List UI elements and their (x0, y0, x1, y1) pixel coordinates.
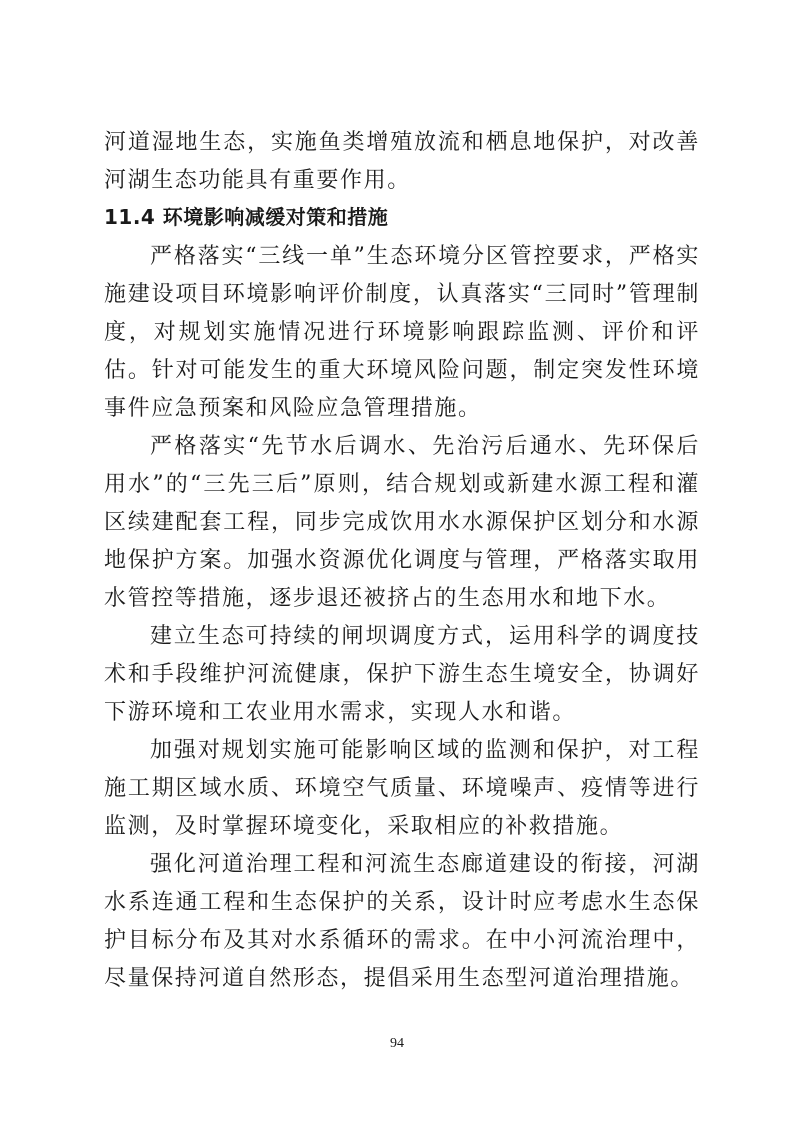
page-number: 94 (390, 1036, 404, 1051)
paragraph-water-resources: 严格落实“先节水后调水、先治污后通水、先环保后用水”的“三先三后”原则，结合规划或新建水源工程和灌区续建配套工程，同步完成饮用水水源保护区划分和水源地保护方案。加强水资源优化调度与管理，严格落实取用水管控等措施，逐步退还被挤占的生态用水和地下水。 (104, 434, 700, 611)
paragraph-environmental-controls: 严格落实“三线一单”生态环境分区管控要求，严格实施建设项目环境影响评价制度，认真落实“三同时”管理制度，对规划实施情况进行环境影响跟踪监测、评价和评估。针对可能发生的重大环境风险问题，制定突发性环境事件应急预案和风险应急管理措施。 (104, 244, 700, 421)
body-text (104, 238, 700, 998)
paragraph-monitoring: 加强对规划实施可能影响区域的监测和保护，对工程施工期区域水质、环境空气质量、环境噪声、疫情等进行监测，及时掌握环境变化，采取相应的补救措施。 (104, 738, 700, 839)
continuation-text (104, 124, 700, 200)
paragraph-dam-scheduling: 建立生态可持续的闸坝调度方式，运用科学的调度技术和手段维护河流健康，保护下游生态生境安全，协调好下游环境和工农业用水需求，实现人水和谐。 (104, 624, 700, 725)
paragraph-river-ecology: 强化河道治理工程和河流生态廊道建设的衔接，河湖水系连通工程和生态保护的关系，设计时应考虑水生态保护目标分布及其对水系循环的需求。在中小河流治理中，尽量保持河道自然形态，提倡采用生态型河道治理措施。 (104, 852, 700, 991)
section-heading: 11.4 环境影响减缓对策和措施 (104, 205, 389, 229)
continuation-paragraph: 河道湿地生态，实施鱼类增殖放流和栖息地保护，对改善河湖生态功能具有重要作用。 (104, 130, 700, 193)
